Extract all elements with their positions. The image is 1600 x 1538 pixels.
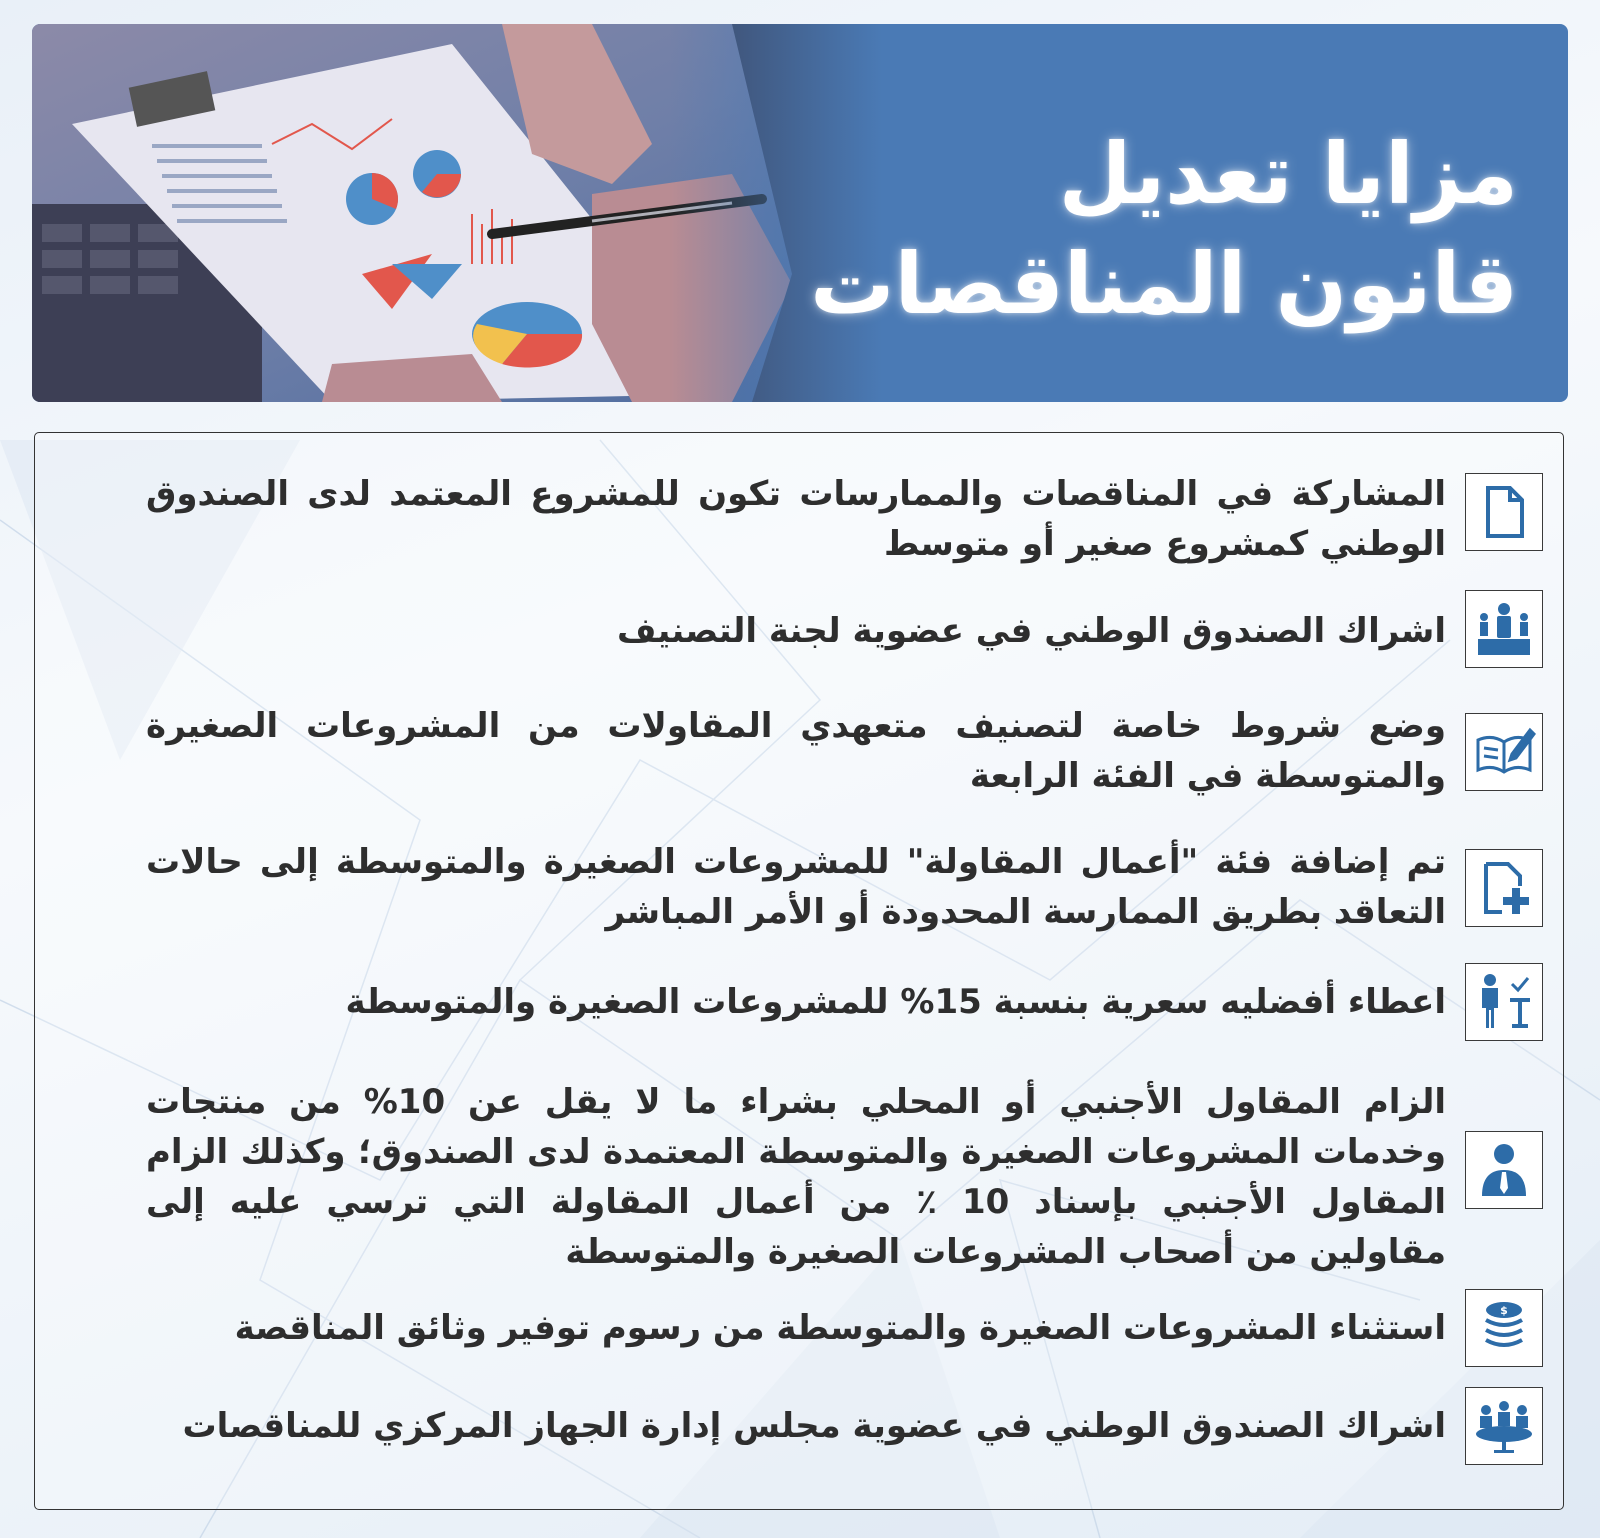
svg-text:$: $ bbox=[1500, 1304, 1508, 1317]
benefit-text: اشراك الصندوق الوطني في عضوية مجلس إدارة الجهاز المركزي للمناقصات bbox=[182, 1406, 1446, 1446]
person-podium-icon bbox=[1465, 963, 1543, 1041]
header-banner bbox=[32, 24, 1568, 402]
businessman-icon bbox=[1465, 1131, 1543, 1209]
document-icon bbox=[1465, 473, 1543, 551]
business-charts-photo bbox=[32, 24, 882, 402]
committee-icon bbox=[1465, 590, 1543, 668]
benefit-text: المشاركة في المناقصات والممارسات تكون للمشروع المعتمد لدى الصندوق الوطني كمشروع صغير أو متوسط bbox=[146, 474, 1446, 564]
benefits-panel bbox=[34, 432, 1564, 1510]
title-line-1: مزايا تعديل bbox=[1058, 125, 1518, 223]
book-pen-icon bbox=[1465, 713, 1543, 791]
add-document-icon bbox=[1465, 849, 1543, 927]
benefit-text: وضع شروط خاصة لتصنيف متعهدي المقاولات من المشروعات الصغيرة والمتوسطة في الفئة الرابعة bbox=[146, 706, 1446, 796]
benefit-text: اعطاء أفضليه سعرية بنسبة 15% للمشروعات الصغيرة والمتوسطة bbox=[345, 982, 1446, 1022]
coins-icon bbox=[1465, 1289, 1543, 1367]
benefit-text: اشراك الصندوق الوطني في عضوية لجنة التصنيف bbox=[617, 611, 1446, 651]
benefit-text: تم إضافة فئة "أعمال المقاولة" للمشروعات الصغيرة والمتوسطة إلى حالات التعاقد بطريق الممارسة المحدودة أو الأمر المباشر bbox=[146, 842, 1446, 932]
title-line-2: قانون المناقصات bbox=[810, 235, 1518, 333]
benefit-text: الزام المقاول الأجنبي أو المحلي بشراء ما لا يقل عن 10% من منتجات وخدمات المشروعات الصغيرة والمتوسطة المعتمدة لدى الصندوق؛ وكذلك الزام المقاول الأجنبي بإسناد 10 ٪ من أعمال المقاولة التي ترسي عليه إلى مقاولين من أصحاب المشروعات الصغيرة والمتوسطة bbox=[146, 1082, 1447, 1272]
benefit-text: استثناء المشروعات الصغيرة والمتوسطة من رسوم توفير وثائق المناقصة bbox=[234, 1308, 1446, 1348]
page-title bbox=[810, 119, 1518, 339]
meeting-table-icon bbox=[1465, 1387, 1543, 1465]
